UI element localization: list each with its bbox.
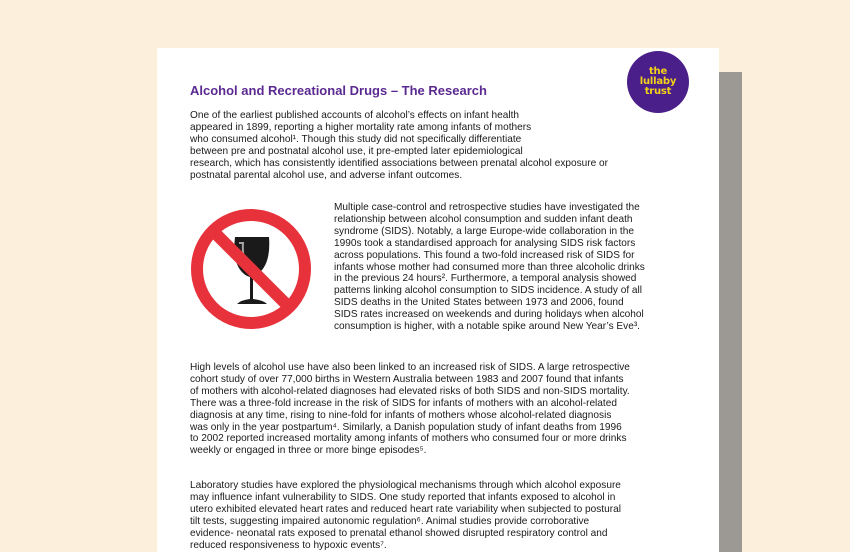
paragraph-line: One of the earliest published accounts of alcohol’s effects on infant health: [190, 110, 520, 121]
no-alcohol-icon: [189, 207, 313, 331]
paragraph-studies: [334, 202, 645, 333]
document-title: Alcohol and Recreational Drugs – The Research: [190, 83, 487, 98]
paragraph-line: consumption is higher, with a notable spike around New Year’s Eve³.: [334, 321, 640, 333]
logo-line-2: lullaby: [639, 76, 677, 87]
paragraph-line: across populations. This found a two-fold increased risk of SIDS for: [334, 249, 635, 261]
paragraph-line: to 2002 reported increased mortality among infants of mothers who consumed four or more drinks: [190, 433, 627, 445]
logo-line-1: the: [648, 66, 668, 77]
paragraph-line: Multiple case-control and retrospective studies have investigated the: [334, 202, 640, 213]
paragraph-line: patterns linking alcohol consumption to SIDS incidence. A study of all: [334, 285, 643, 297]
paragraph-line: evidence- neonatal rats exposed to prenatal ethanol showed disrupted respiratory control and: [190, 527, 608, 539]
lullaby-trust-logo: [627, 51, 689, 113]
paragraph-line: utero exhibited elevated heart rates and reduced heart rate variability when subjected to postural: [190, 503, 621, 515]
paragraph-laboratory: [190, 480, 621, 551]
paragraph-line: cohort study of over 77,000 births in Western Australia between 1983 and 2007 found that infants: [190, 373, 624, 385]
paragraph-line: weekly or engaged in three or more binge episodes⁵.: [190, 445, 427, 457]
paragraph-line: was only in the year postpartum⁴. Similarly, a Danish population study of infant deaths from 1996: [190, 421, 622, 433]
paragraph-line: postnatal parental alcohol use, and adverse infant outcomes.: [190, 169, 463, 181]
paragraph-line: research, which has consistently identified associations between prenatal alcohol exposure or: [190, 157, 609, 169]
paragraph-line: in the previous 24 hours². Furthermore, a temporal analysis showed: [334, 273, 637, 285]
paragraph-line: tilt tests, suggesting impaired autonomic regulation⁶. Animal studies provide corroborative: [190, 515, 590, 527]
paragraph-line: Laboratory studies have explored the physiological mechanisms through which alcohol exposure: [190, 480, 621, 491]
paragraph-line: diagnosis at any time, rising to nine-fold for infants of mothers whose alcohol-related diagnosis: [190, 409, 612, 421]
paragraph-line: between pre and postnatal alcohol use, it pre-empted later epidemiological: [190, 145, 523, 157]
paragraph-line: SIDS deaths in the United States between 1973 and 2006, found: [334, 297, 624, 309]
paragraph-line: High levels of alcohol use have also been linked to an increased risk of SIDS. A large retrospective: [190, 362, 630, 373]
paragraph-line: 1990s took a standardised approach for analysing SIDS risk factors: [334, 237, 636, 249]
paragraph-line: SIDS rates increased on weekends and during holidays when alcohol: [334, 309, 644, 321]
paragraph-line: relationship between alcohol consumption and sudden infant death: [334, 213, 633, 225]
paragraph-line: infants whose mother had consumed more than three alcoholic drinks: [334, 261, 645, 273]
logo-line-3: trust: [644, 86, 672, 97]
paragraph-history: [190, 110, 608, 181]
paragraph-high-levels: [190, 362, 630, 457]
paragraph-line: reduced responsiveness to hypoxic events⁷.: [190, 539, 387, 551]
paragraph-line: There was a three-fold increase in the risk of SIDS for infants of mothers with an alcohol-related: [190, 397, 617, 409]
paragraph-line: appeared in 1899, reporting a higher mortality rate among infants of mothers: [190, 121, 532, 133]
paragraph-line: of mothers with alcohol-related diagnoses had elevated risks of both SIDS and non-SIDS mortality.: [190, 385, 630, 397]
paragraph-line: syndrome (SIDS). Notably, a large Europe-wide collaboration in the: [334, 225, 634, 237]
paragraph-line: who consumed alcohol¹. Though this study did not specifically differentiate: [190, 133, 522, 145]
paragraph-line: may influence infant vulnerability to SIDS. One study reported that infants exposed to alcohol in: [190, 491, 616, 503]
